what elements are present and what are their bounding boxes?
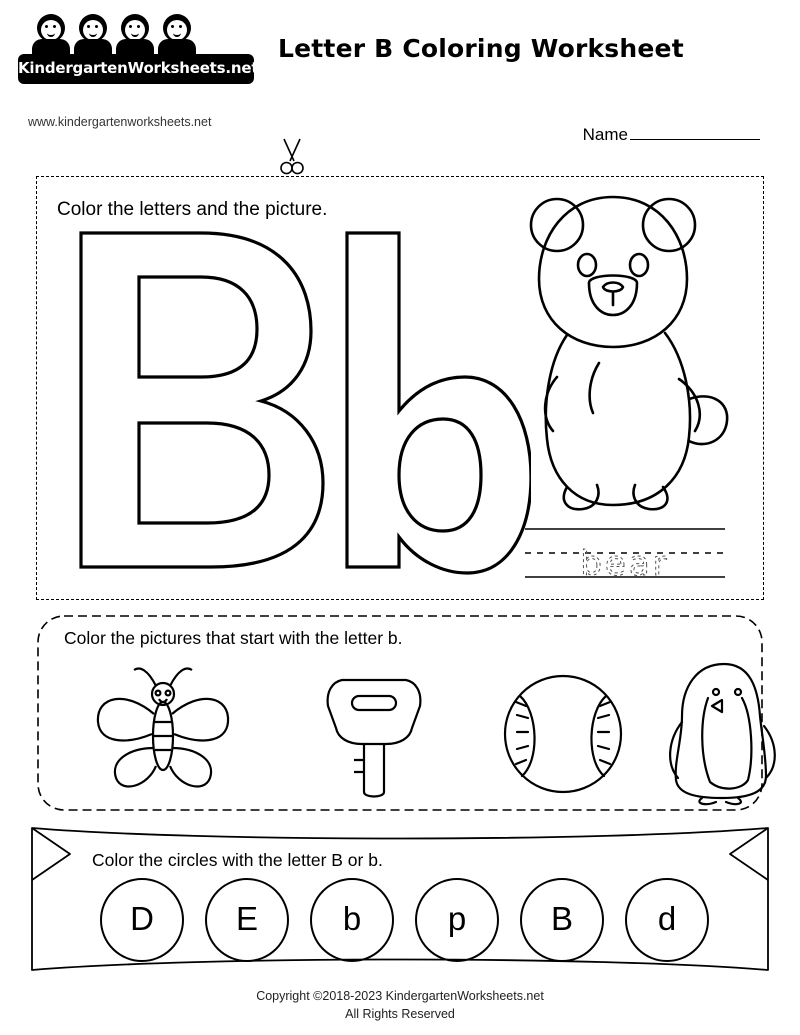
- child-figure: [28, 14, 74, 58]
- section2-instruction: Color the pictures that start with the letter b.: [64, 628, 403, 648]
- page-title: Letter B Coloring Worksheet: [278, 34, 684, 63]
- letter-circle-label: D: [130, 900, 154, 938]
- letter-circle[interactable]: [415, 878, 499, 962]
- letter-circle[interactable]: [625, 878, 709, 962]
- child-figure: [112, 14, 158, 58]
- penguin-icon[interactable]: [646, 656, 800, 806]
- section-circles: [22, 820, 778, 975]
- word-tracing-area[interactable]: [525, 527, 725, 583]
- letter-circle-label: p: [447, 900, 467, 938]
- logo-text: KindergartenWorksheets.net: [18, 59, 259, 77]
- letter-circle[interactable]: [205, 878, 289, 962]
- section-pictures: [30, 608, 770, 818]
- logo-banner: [18, 54, 259, 84]
- child-figure: [154, 14, 200, 58]
- site-logo[interactable]: [18, 14, 258, 84]
- name-blank-line[interactable]: [630, 124, 760, 140]
- key-icon[interactable]: [296, 656, 451, 806]
- four-children-icon: [28, 14, 244, 56]
- page-header: [0, 0, 800, 144]
- section3-instruction: Color the circles with the letter B or b.: [92, 850, 383, 870]
- butterfly-icon[interactable]: [86, 656, 241, 806]
- name-field: [583, 124, 760, 145]
- baseball-icon[interactable]: [486, 656, 641, 806]
- rights-text: All Rights Reserved: [345, 1006, 455, 1021]
- site-url: www.kindergartenworksheets.net: [28, 115, 212, 129]
- letter-outlines[interactable]: [61, 225, 531, 575]
- child-figure: [70, 14, 116, 58]
- uppercase-b-outline: [81, 233, 323, 567]
- traced-word: bear: [580, 544, 670, 583]
- letter-circle[interactable]: [310, 878, 394, 962]
- letter-circle[interactable]: [100, 878, 184, 962]
- copyright-text: Copyright ©2018-2023 KindergartenWorksheets.net: [256, 988, 544, 1003]
- letter-circle-label: B: [550, 900, 573, 938]
- letter-circle-label: d: [657, 900, 677, 938]
- name-label: Name: [582, 125, 628, 144]
- bear-icon[interactable]: [513, 187, 743, 517]
- scissors-icon: [272, 135, 312, 179]
- section-color-letters: [36, 176, 764, 600]
- page-footer: [0, 987, 800, 1023]
- letter-circle-label: E: [235, 900, 258, 938]
- letter-circle-row: [100, 878, 710, 966]
- lowercase-b-outline: [347, 233, 531, 573]
- letter-circle-label: b: [342, 900, 362, 938]
- picture-row: [66, 656, 750, 806]
- letter-circle[interactable]: [520, 878, 604, 962]
- section1-instruction: Color the letters and the picture.: [57, 199, 328, 220]
